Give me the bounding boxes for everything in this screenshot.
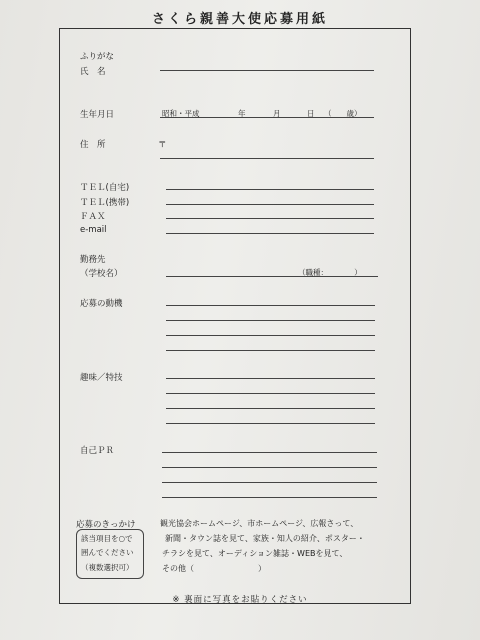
tel-home-field-line[interactable] (166, 189, 374, 190)
day-label: 日 (307, 109, 315, 118)
hobbies-line-3[interactable] (166, 408, 375, 409)
tel-home-label: ＴＥＬ(自宅) (80, 183, 130, 193)
trigger-instruction-1: 該当項目を○で (81, 534, 133, 543)
self-pr-label: 自己ＰＲ (80, 446, 115, 456)
name-label: 氏 名 (80, 67, 106, 77)
motivation-line-2[interactable] (166, 320, 375, 321)
fax-field-line[interactable] (166, 218, 374, 219)
school-label: （学校名） (80, 269, 123, 279)
self-pr-line-3[interactable] (162, 482, 377, 483)
occupation-label: （職種： ） (298, 268, 362, 277)
email-label: e-mail (80, 225, 107, 235)
trigger-option-line-1[interactable]: 観光協会ホームページ、市ホームページ、広報さって、 (160, 519, 359, 528)
trigger-label: 応募のきっかけ (76, 520, 136, 530)
motivation-label: 応募の動機 (80, 299, 123, 309)
address-label: 住 所 (80, 140, 106, 150)
workplace-field-line[interactable] (166, 276, 378, 277)
address-field-line[interactable] (160, 158, 374, 159)
workplace-label: 勤務先 (80, 255, 106, 265)
postal-mark: 〒 (158, 140, 167, 150)
birthdate-field-line[interactable] (160, 117, 374, 118)
trigger-option-other[interactable]: その他（ ） (162, 564, 266, 573)
era-options: 昭和・平成 (162, 109, 200, 118)
hobbies-line-4[interactable] (166, 423, 375, 424)
motivation-line-4[interactable] (166, 350, 375, 351)
trigger-option-line-2[interactable]: 新聞・タウン誌を見て、家族・知人の紹介、ポスター・ (165, 534, 365, 543)
year-label: 年 (238, 109, 246, 118)
tel-mobile-field-line[interactable] (166, 204, 374, 205)
motivation-line-1[interactable] (166, 305, 375, 306)
trigger-instruction-2: 囲んでください (81, 548, 134, 557)
month-label: 月 (273, 109, 281, 118)
name-field-line[interactable] (160, 70, 374, 71)
age-label: （ 歳） (324, 109, 362, 118)
self-pr-line-1[interactable] (162, 452, 377, 453)
form-title: さくら親善大使応募用紙 (151, 12, 328, 27)
birthdate-label: 生年月日 (80, 110, 115, 120)
trigger-option-line-3[interactable]: チラシを見て、オーディション雑誌・WEBを見て、 (162, 549, 348, 558)
trigger-instruction-3: （複数選択可） (81, 563, 134, 572)
self-pr-line-4[interactable] (162, 497, 377, 498)
hobbies-line-2[interactable] (166, 393, 375, 394)
hobbies-line-1[interactable] (166, 378, 375, 379)
motivation-line-3[interactable] (166, 335, 375, 336)
photo-note: ※ 裏面に写真をお貼りください (172, 595, 308, 605)
tel-mobile-label: ＴＥＬ(携帯) (80, 198, 130, 208)
hobbies-label: 趣味／特技 (80, 373, 123, 383)
fax-label: ＦＡＸ (80, 212, 106, 222)
self-pr-line-2[interactable] (162, 467, 377, 468)
email-field-line[interactable] (166, 233, 374, 234)
furigana-label: ふりがな (80, 52, 115, 62)
